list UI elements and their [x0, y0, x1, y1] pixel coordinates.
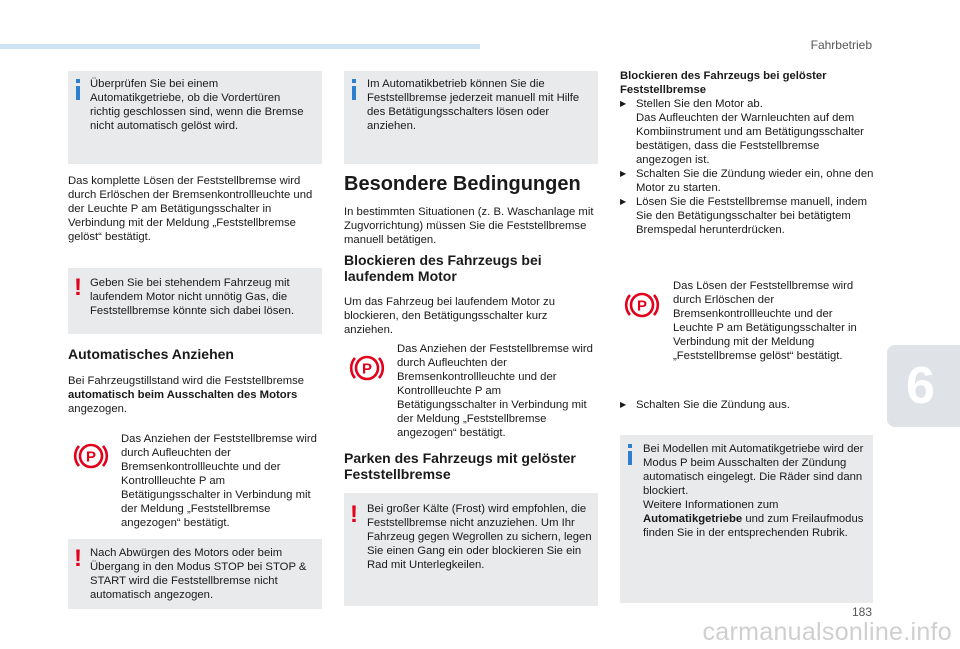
svg-text:P: P — [636, 297, 648, 315]
warning-box-frost — [344, 493, 598, 606]
final-step — [620, 398, 874, 412]
warning-icon: ! — [74, 545, 82, 572]
chapter-tab — [887, 345, 960, 427]
list-item: ▶ Schalten Sie die Zündung aus. — [620, 398, 874, 412]
heading-special-conditions: Besondere Bedingungen — [344, 173, 581, 195]
warning-text: Geben Sie bei stehendem Fahrzeug mit laufendem Motor nicht unnötig Gas, die Feststellbremse könnte sich dabei lösen. — [90, 277, 295, 317]
list-item: ▶ Schalten Sie die Zündung wieder ein, ohne den Motor zu starten. — [620, 167, 874, 195]
info-part-bold: Automatikgetriebe — [643, 513, 743, 525]
release-confirmation-text: Das Lösen der Feststellbremse wird durch Erlöschen der Bremsenkontrollleuchte und der Leuchte P am Betätigungsschalter in Verbindung mit der Meldung „Feststellbremse gelöst“ bestätigt. — [673, 280, 857, 362]
warning-icon: ! — [350, 501, 358, 528]
info-text: Im Automatikbetrieb können Sie die Feststellbremse jederzeit manuell mit Hilfe des Betätigungsschalters lösen oder anziehen. — [367, 78, 580, 132]
list-item: ▶ Stellen Sie den Motor ab. Das Aufleuchten der Warnleuchten auf dem Kombiinstrument und am Betätigungsschalter bestätigen, dass die Feststellbremse angezogen ist. — [620, 97, 874, 167]
info-box-automatic — [344, 71, 598, 164]
info-box-automatic-gearbox — [620, 435, 873, 603]
info-icon — [628, 451, 632, 465]
section-title: Fahrbetrieb — [810, 38, 872, 52]
chapter-number: 6 — [906, 357, 935, 415]
warning-box-gas — [68, 268, 322, 334]
heading-block-released: Blockieren des Fahrzeugs bei gelöster Feststellbremse — [620, 70, 827, 96]
warning-icon: ! — [74, 274, 82, 301]
info-part-2: und zum Freilaufmodus finden Sie in der entsprechenden Rubrik. — [643, 513, 864, 539]
special-conditions-paragraph: In bestimmten Situationen (z. B. Waschanlage mit Zugvorrichtung) müssen Sie die Feststellbremse manuell betätigen. — [344, 206, 594, 246]
info-text: Überprüfen Sie bei einem Automatikgetriebe, ob die Vordertüren richtig geschlossen sind, wenn die Bremse nicht automatisch gelöst wird. — [90, 78, 304, 132]
para-part-bold: automatisch beim Ausschalten des Motors — [68, 389, 298, 401]
block-released-steps — [620, 97, 874, 237]
para-part-2: angezogen. — [68, 403, 128, 415]
info-text — [643, 442, 865, 540]
watermark: carmanualsonline.info — [702, 618, 952, 646]
release-paragraph: Das komplette Lösen der Feststellbremse wird durch Erlöschen der Bremsenkontrollleuchte und der Leuchte P am Betätigungsschalter in Verbindung mit der Meldung „Feststellbremse gelöst“ bestätigt. — [68, 175, 313, 243]
info-icon — [352, 86, 356, 100]
info-part-1: Bei Modellen mit Automatikgetriebe wird der Modus P beim Ausschalten der Zündung automatisch eingelegt. Die Räder sind dann blockiert. Weitere Informationen zum — [643, 443, 864, 511]
warning-text: Nach Abwürgen des Motors oder beim Übergang in den Modus STOP bei STOP & START wird die Feststellbremse nicht automatisch angezogen. — [90, 547, 307, 601]
page-number: 183 — [851, 605, 872, 619]
info-icon — [76, 86, 80, 100]
warning-text: Bei großer Kälte (Frost) wird empfohlen, die Feststellbremse nicht anzuziehen. Um Ihr Fahrzeug gegen Wegrollen zu sichern, legen Sie einen Gang ein oder blockieren Sie ein Rad mit Unterlegkeilen. — [367, 503, 592, 571]
list-item: ▶ Lösen Sie die Feststellbremse manuell, indem Sie den Betätigungsschalter bei betätigtem Bremspedal herunterdrücken. — [620, 195, 874, 237]
header-bar — [0, 44, 480, 49]
heading-automatic-apply: Automatisches Anziehen — [68, 346, 234, 362]
warning-box-stall — [68, 539, 322, 609]
para-part-1: Bei Fahrzeugstillstand wird die Feststellbremse — [68, 375, 305, 387]
block-engine-running-paragraph: Um das Fahrzeug bei laufendem Motor zu blockieren, den Betätigungsschalter kurz anziehen. — [344, 296, 555, 336]
parking-brake-icon — [622, 285, 662, 325]
svg-text:P: P — [361, 360, 373, 378]
automatic-apply-paragraph — [68, 374, 324, 416]
apply-confirmation-text: Das Anziehen der Feststellbremse wird durch Aufleuchten der Bremsenkontrollleuchte und der Kontrollleuchte P am Betätigungsschalter in Verbindung mit der Meldung „Feststellbremse angezogen“ bestätigt. — [397, 343, 593, 439]
heading-parking-released: Parken des Fahrzeugs mit gelöster Feststellbremse — [344, 450, 576, 482]
parking-brake-icon — [71, 436, 111, 476]
apply-confirmation-text: Das Anziehen der Feststellbremse wird durch Aufleuchten der Bremsenkontrollleuchte und der Kontrollleuchte P am Betätigungsschalter in Verbindung mit der Meldung „Feststellbremse angezogen“ bestätigt. — [121, 433, 317, 529]
svg-text:P: P — [85, 448, 97, 466]
heading-block-engine-running: Blockieren des Fahrzeugs bei laufendem Motor — [344, 252, 542, 284]
info-box-doors — [68, 71, 322, 164]
parking-brake-icon — [347, 348, 387, 388]
